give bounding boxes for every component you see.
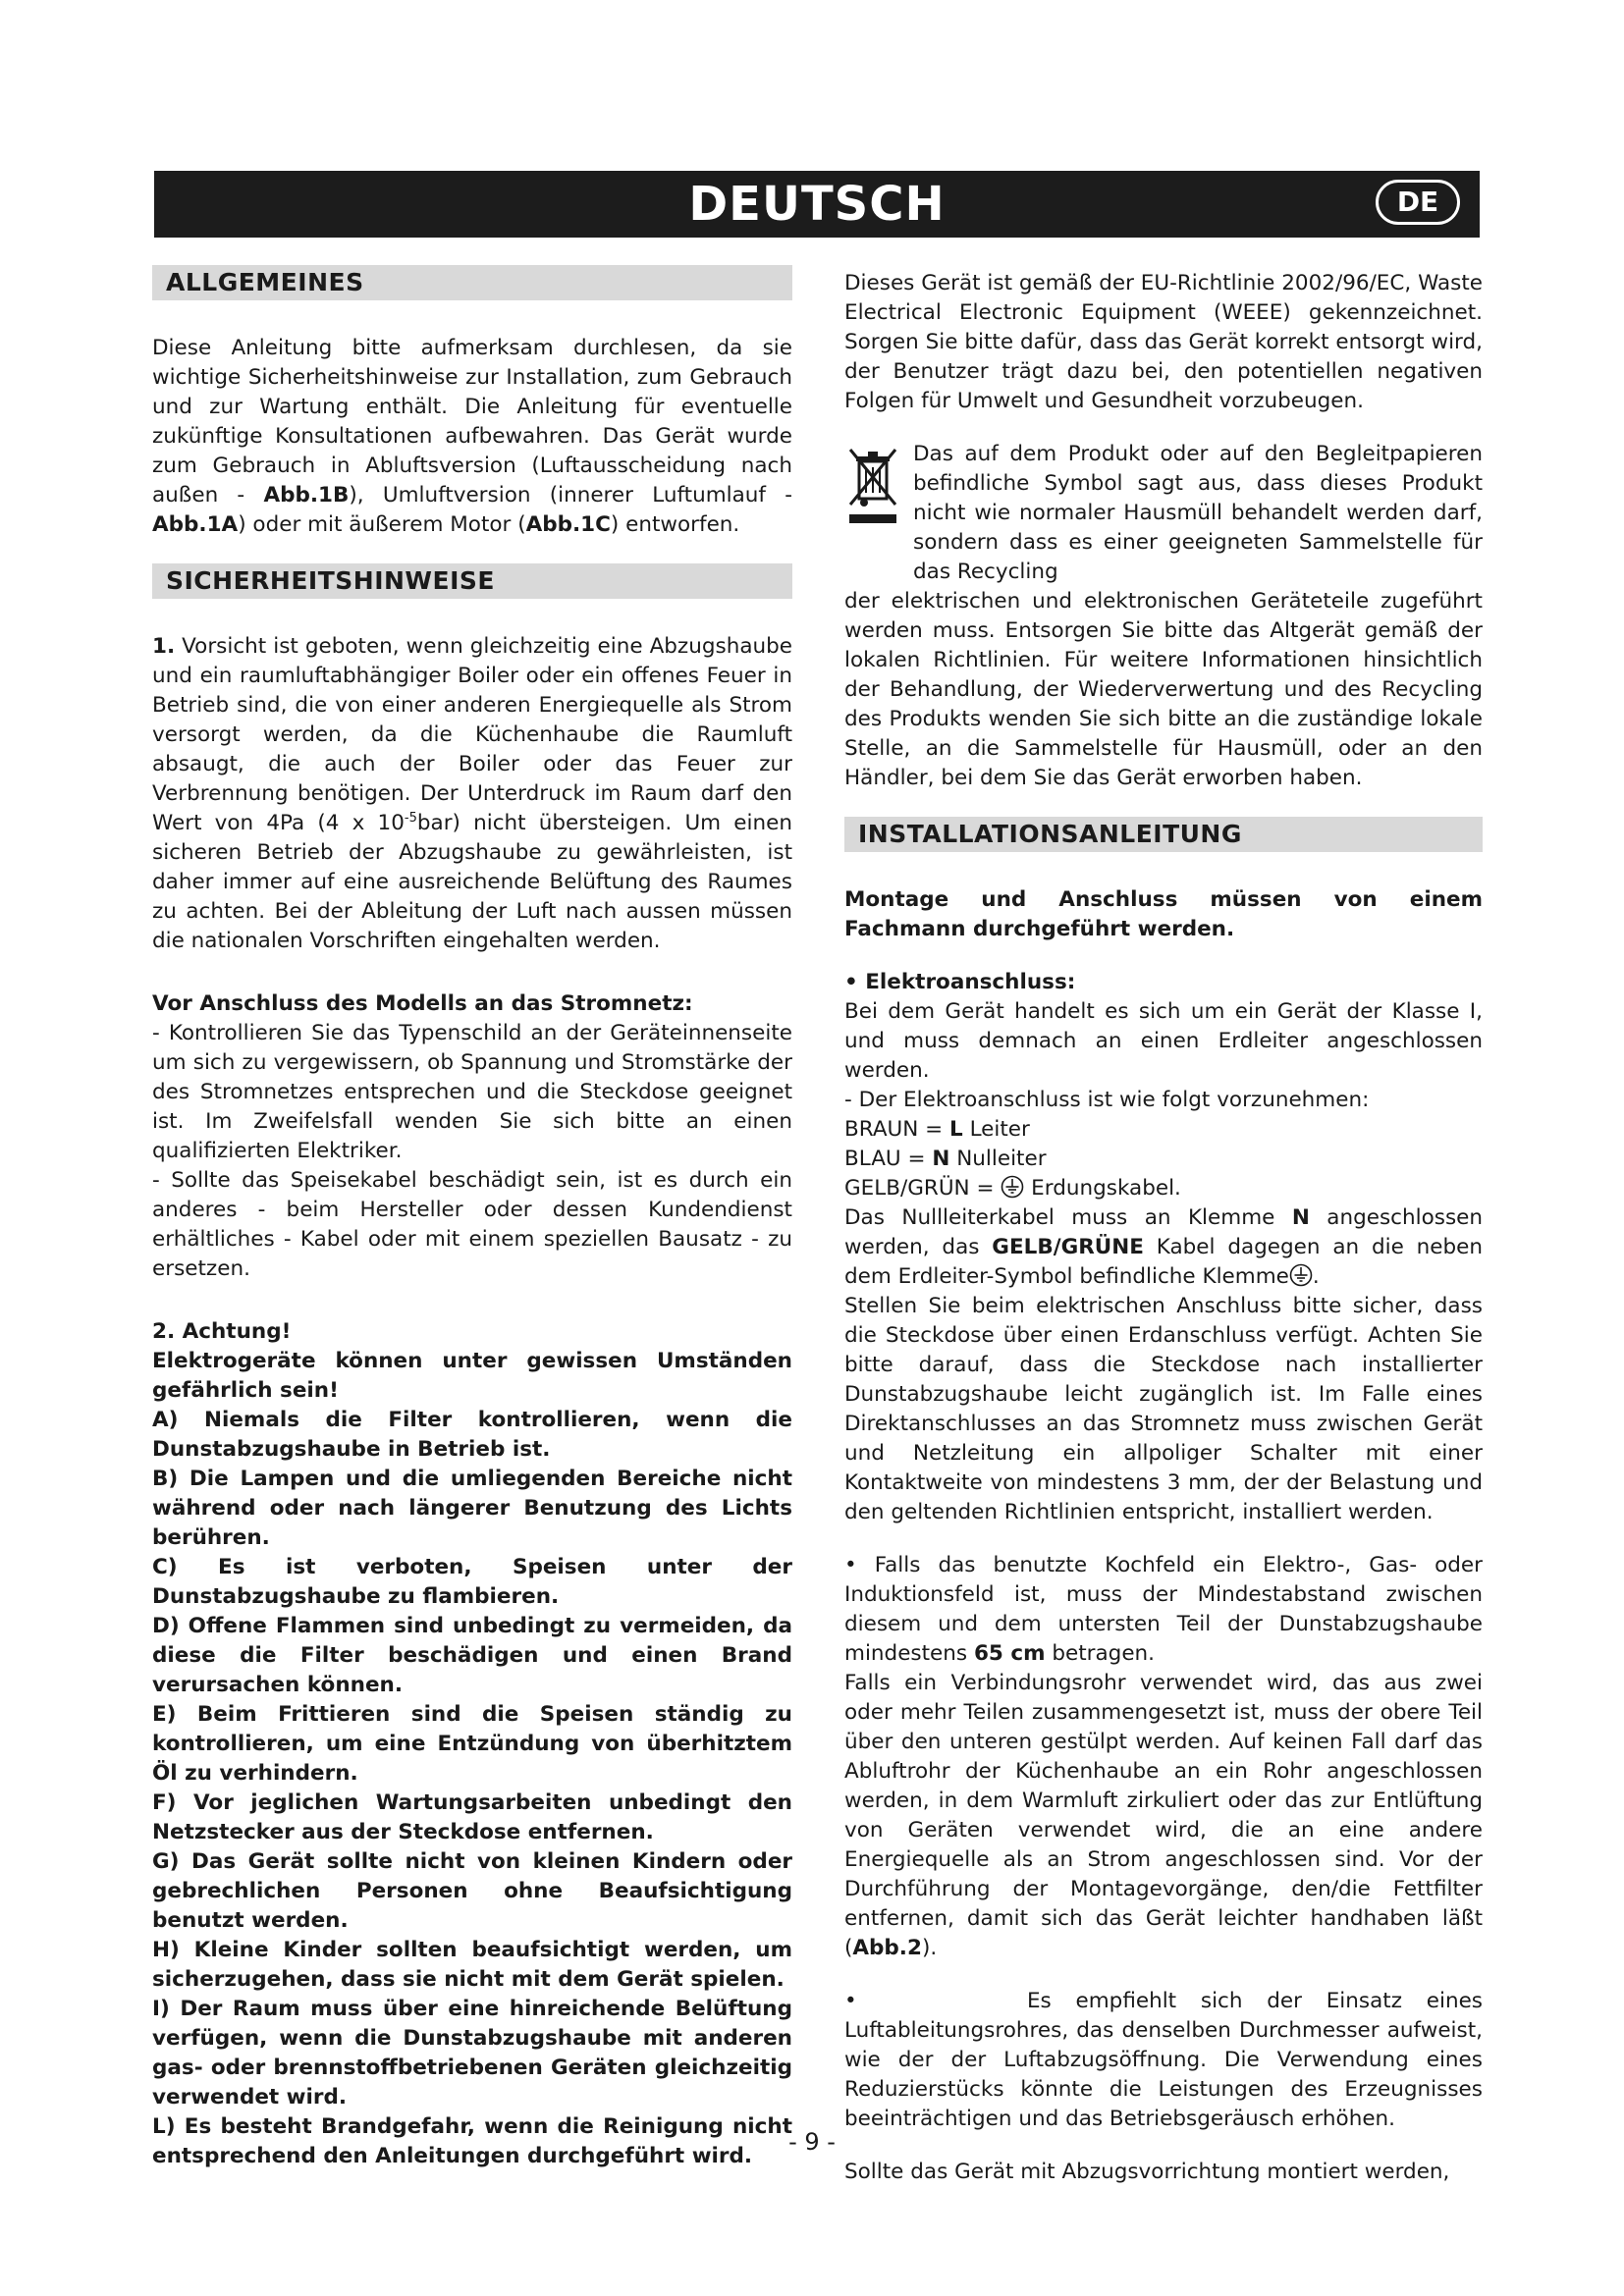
weee-symbol-text: Das auf dem Produkt oder auf den Begleitpapieren befindliche Symbol sagt aus, dass dieses Produkt nicht wie normaler Hausmüll behandelt werden darf, sondern dass es einer geeigneten Sammelstelle für das Recycling (913, 442, 1483, 584)
electrical-text-1: Bei dem Gerät handelt es sich um ein Gerät der Klasse I, und muss demnach an einen Erdleiter angeschlossen werden. (844, 999, 1483, 1083)
hob-distance-text: • Falls das benutzte Kochfeld ein Elektro-, Gas- oder Induktionsfeld ist, muss der Mindestabstand zwischen diesem und dem untersten Teil der Dunstabzugshaube mindestens 65 cm betragen. (844, 1553, 1483, 1666)
power-connection-text-2: - Sollte das Speisekabel beschädigt sein, ist es durch ein anderes - beim Hersteller oder dessen Kundendienst erhältliches - Kabel oder mit einem speziellen Bausatz - zu ersetzen. (152, 1168, 792, 1281)
warning-item: L) Es besteht Brandgefahr, wenn die Reinigung nicht entsprechend den Anleitungen durchgeführt wird. (152, 2114, 792, 2168)
wire-brown: BRAUN = L Leiter (844, 1117, 1030, 1142)
warning-item: E) Beim Frittieren sind die Speisen ständig zu kontrollieren, um eine Entzündung von überhitztem Öl zu verhindern. (152, 1702, 792, 1786)
electrical-text-3: Stellen Sie beim elektrischen Anschluss bitte sicher, dass die Steckdose über einen Erdanschluss verfügt. Achten Sie bitte darauf, dass die Steckdose nach installierter Dunstabzugshaube leicht zugänglich ist. Im Falle eines Direktanschlusses an das Stromnetz muss zwischen Gerät und Netzleitung ein allpoliger Schalter mit einer Kontaktweite von mindestens 3 mm, der der Belastung und den geltenden Richtlinien entspricht, installiert werden. (844, 1294, 1483, 1524)
weee-paragraph: Dieses Gerät ist gemäß der EU-Richtlinie 2002/96/EC, Waste Electrical Electronic Equipment (WEEE) gekennzeichnet. Sorgen Sie bitte dafür, dass das Gerät korrekt entsorgt wird, der Benutzer trägt dazu bei, den potentiellen negativen Folgen für Umwelt und Gesundheit vorzubeugen. (844, 271, 1483, 413)
warning-subheading: Elektrogeräte können unter gewissen Umständen gefährlich sein! (152, 1349, 792, 1403)
extraction-mount-text: Sollte das Gerät mit Abzugsvorrichtung montiert werden, (844, 2160, 1450, 2184)
language-banner (154, 171, 1480, 238)
crossed-out-bin-icon (844, 448, 901, 526)
weee-symbol-block (844, 440, 1483, 587)
allgemeines-paragraph: Diese Anleitung bitte aufmerksam durchlesen, da sie wichtige Sicherheitshinweise zur Installation, zum Gebrauch und zur Wartung enthält. Die Anleitung für eventuelle zukünftige Konsultationen aufbewahren. Das Gerät wurde zum Gebrauch in Abluftsversion (Luftausscheidung nach außen - Abb.1B), Umluftversion (innerer Luftumlauf - Abb.1A) oder mit äußerem Motor (Abb.1C) entworfen. (152, 336, 792, 537)
warning-item: I) Der Raum muss über eine hinreichende Belüftung verfügen, wenn die Dunstabzugshaube mit anderen gas- oder brennstoffbetriebenen Geräten gleichzeitig verwendet wird. (152, 1997, 792, 2109)
connecting-pipe-text: Falls ein Verbindungsrohr verwendet wird, das aus zwei oder mehr Teilen zusammengesetzt ist, muss der obere Teil über den unteren gestülpt werden. Auf keinen Fall darf das Abluftrohr der Küchenhaube an ein Rohr angeschlossen werden, in dem Warmluft zirkuliert oder das zur Entlüftung von Geräten verwendet wird, die an eine andere Energiequelle als an Strom angeschlossen sind. Vor der Durchführung der Montagevorgänge, den/die Fettfilter entfernen, damit sich das Gerät leichter handhaben läßt (Abb.2). (844, 1671, 1483, 1960)
warning-heading: 2. Achtung! (152, 1319, 292, 1344)
left-column (152, 265, 792, 2171)
warning-item: A) Niemals die Filter kontrollieren, wenn die Dunstabzugshaube in Betrieb ist. (152, 1408, 792, 1462)
warning-item: D) Offene Flammen sind unbedingt zu vermeiden, da diese die Filter beschädigen und einen Brand verursachen können. (152, 1614, 792, 1697)
electrical-connection-heading: • Elektroanschluss: (844, 970, 1076, 994)
language-badge: DE (1376, 180, 1460, 225)
wire-yellow-green: GELB/GRÜN = Erdungskabel. (844, 1176, 1181, 1201)
section-heading-sicherheitshinweise: SICHERHEITSHINWEISE (152, 563, 792, 599)
warning-item: G) Das Gerät sollte nicht von kleinen Kindern oder gebrechlichen Personen ohne Beaufsichtigung benutzt werden. (152, 1849, 792, 1933)
exhaust-pipe-text: • Es empfiehlt sich der Einsatz eines Luftableitungsrohres, das denselben Durchmesser aufweist, wie der der Luftabzugsöffnung. Die Verwendung eines Reduzierstücks könnte die Leistungen des Erzeugnisses beeinträchtigen und das Betriebsgeräusch erhöhen. (844, 1989, 1489, 2131)
weee-symbol-text-continued: der elektrischen und elektronischen Geräteteile zugeführt werden muss. Entsorgen Sie bitte das Altgerät gemäß der lokalen Richtlinien. Für weitere Informationen hinsichtlich der Behandlung, der Wiederverwertung und des Recycling des Produkts wenden Sie sich bitte an die zuständige lokale Stelle, an die Sammelstelle für Hausmüll, oder an den Händler, bei dem Sie das Gerät erworben haben. (844, 589, 1483, 790)
wire-blue: BLAU = N Nulleiter (844, 1147, 1047, 1171)
section-heading-installationsanleitung: INSTALLATIONSANLEITUNG (844, 817, 1483, 852)
page-number: - 9 - (788, 2128, 836, 2156)
warning-item: F) Vor jeglichen Wartungsarbeiten unbedingt den Netzstecker aus der Steckdose entfernen. (152, 1790, 792, 1844)
safety-paragraph-1: 1. Vorsicht ist geboten, wenn gleichzeitig eine Abzugshaube und ein raumluftabhängiger Boiler oder ein offenes Feuer in Betrieb sind, die von einer anderen Energiequelle als Strom versorgt werden, da die Küchenhaube die Raumluft absaugt, die auch der Boiler oder das Feuer zur Verbrennung benötigen. Der Unterdruck im Raum darf den Wert von 4Pa (4 x $10^{-5}bar$) nicht übersteigen. Um einen sicheren Betrieb der Abzugshaube zu gewährleisten, ist daher immer auf eine ausreichende Belüftung des Raumes zu achten. Bei der Ableitung der Luft nach aussen müssen die nationalen Vorschriften eingehalten werden. (152, 634, 792, 953)
earth-ground-icon (1289, 1263, 1313, 1287)
power-connection-text-1: - Kontrollieren Sie das Typenschild an der Geräteinnenseite um sich zu vergewissern, ob Spannung und Stromstärke der des Stromnetzes entsprechen und die Steckdose geeignet ist. Im Zweifelsfall wenden Sie sich bitte an einen qualifizierten Elektriker. (152, 1021, 792, 1163)
section-heading-allgemeines: ALLGEMEINES (152, 265, 792, 300)
earth-ground-icon (1001, 1175, 1024, 1199)
warning-item: H) Kleine Kinder sollten beaufsichtigt werden, um sicherzugehen, dass sie nicht mit dem Gerät spielen. (152, 1938, 792, 1992)
banner-title: DEUTSCH (688, 177, 946, 232)
warning-item: B) Die Lampen und die umliegenden Bereiche nicht während oder nach längerer Benutzung des Lichts berühren. (152, 1467, 792, 1550)
neutral-wire-text: Das Nullleiterkabel muss an Klemme N angeschlossen werden, das GELB/GRÜNE Kabel dagegen an die neben dem Erdleiter-Symbol befindliche Klemme . (844, 1205, 1483, 1289)
right-column (844, 269, 1489, 2187)
power-connection-heading: Vor Anschluss des Modells an das Stromnetz: (152, 991, 693, 1016)
installation-intro: Montage und Anschluss müssen von einem Fachmann durchgeführt werden. (844, 887, 1483, 941)
warning-item: C) Es ist verboten, Speisen unter der Dunstabzugshaube zu flambieren. (152, 1555, 792, 1609)
electrical-text-2: - Der Elektroanschluss ist wie folgt vorzunehmen: (844, 1088, 1370, 1112)
